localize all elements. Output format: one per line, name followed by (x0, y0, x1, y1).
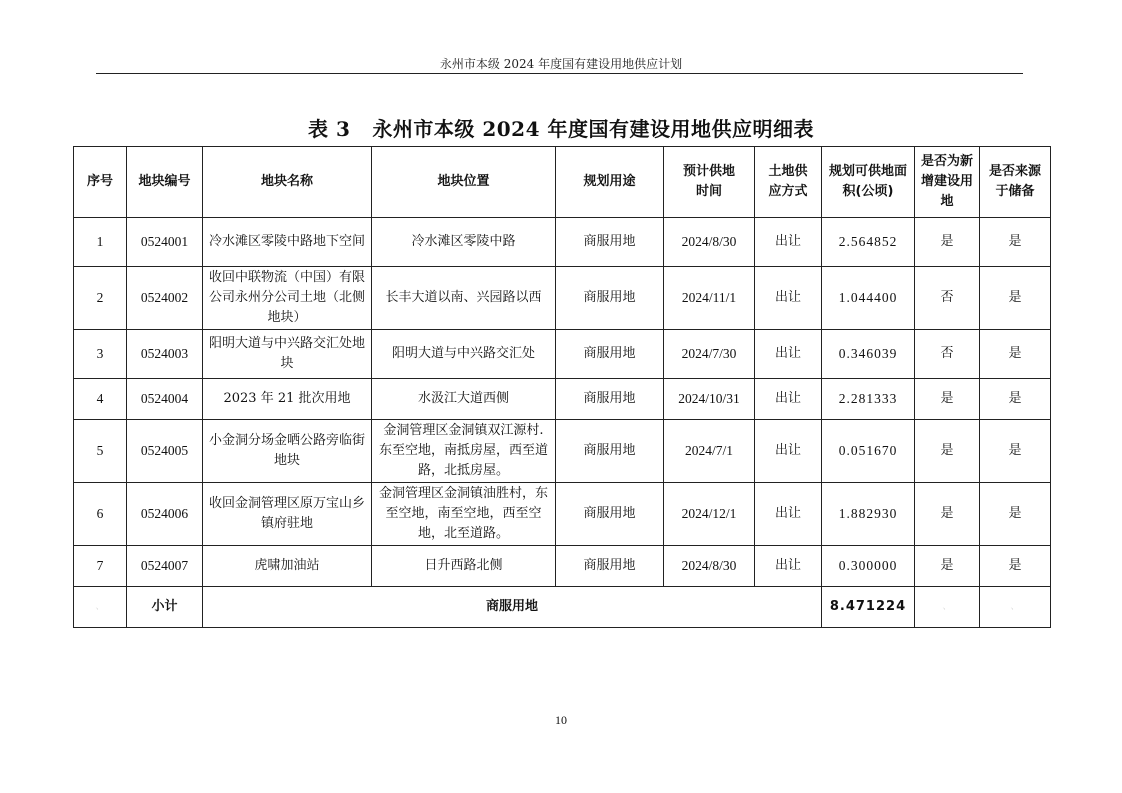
cell-location: 水汲江大道西侧 (372, 379, 556, 420)
table-row (74, 330, 1051, 379)
cell-location: 冷水滩区零陵中路 (372, 218, 556, 267)
subtotal-faint-mark: 、 (980, 587, 1051, 628)
cell-use: 商服用地 (556, 330, 664, 379)
cell-date: 2024/10/31 (664, 379, 755, 420)
cell-seq: 4 (74, 379, 127, 420)
cell-name: 收回中联物流（中国）有限公司永州分公司土地（北侧地块） (203, 267, 372, 330)
column-header: 规划用途 (556, 147, 664, 218)
cell-from-reserve: 是 (980, 483, 1051, 546)
cell-from-reserve: 是 (980, 218, 1051, 267)
cell-method: 出让 (755, 379, 822, 420)
table-row (74, 267, 1051, 330)
cell-use: 商服用地 (556, 420, 664, 483)
cell-seq: 5 (74, 420, 127, 483)
cell-seq: 6 (74, 483, 127, 546)
cell-seq: 2 (74, 267, 127, 330)
table-header (74, 147, 1051, 218)
cell-area: 0.051670 (822, 420, 915, 483)
subtotal-faint-mark: 、 (915, 587, 980, 628)
cell-area: 2.281333 (822, 379, 915, 420)
cell-method: 出让 (755, 330, 822, 379)
cell-use: 商服用地 (556, 379, 664, 420)
cell-name: 收回金洞管理区原万宝山乡镇府驻地 (203, 483, 372, 546)
cell-from-reserve: 是 (980, 379, 1051, 420)
cell-method: 出让 (755, 483, 822, 546)
cell-is-new: 是 (915, 218, 980, 267)
cell-name: 冷水滩区零陵中路地下空间 (203, 218, 372, 267)
cell-name: 阳明大道与中兴路交汇处地块 (203, 330, 372, 379)
cell-name: 小金洞分场金哂公路旁临街地块 (203, 420, 372, 483)
cell-location: 长丰大道以南、兴园路以西 (372, 267, 556, 330)
cell-code: 0524004 (127, 379, 203, 420)
cell-method: 出让 (755, 546, 822, 587)
cell-from-reserve: 是 (980, 330, 1051, 379)
cell-date: 2024/7/1 (664, 420, 755, 483)
cell-code: 0524005 (127, 420, 203, 483)
column-header: 预计供地时间 (664, 147, 755, 218)
cell-method: 出让 (755, 420, 822, 483)
cell-seq: 7 (74, 546, 127, 587)
cell-is-new: 是 (915, 420, 980, 483)
running-header: 永州市本级 2024 年度国有建设用地供应计划 (439, 57, 683, 71)
cell-code: 0524002 (127, 267, 203, 330)
cell-is-new: 否 (915, 330, 980, 379)
column-header: 地块位置 (372, 147, 556, 218)
table-title-text: 永州市本级 2024 年度国有建设用地供应明细表 (372, 117, 814, 141)
table-row (74, 483, 1051, 546)
cell-is-new: 否 (915, 267, 980, 330)
subtotal-area: 8.471224 (822, 587, 915, 628)
header-row (74, 147, 1051, 218)
column-header: 是否来源于储备 (980, 147, 1051, 218)
subtotal-use: 商服用地 (203, 587, 822, 628)
cell-area: 0.300000 (822, 546, 915, 587)
column-header: 规划可供地面积(公顷) (822, 147, 915, 218)
cell-area: 1.044400 (822, 267, 915, 330)
cell-date: 2024/8/30 (664, 218, 755, 267)
cell-use: 商服用地 (556, 218, 664, 267)
cell-area: 1.882930 (822, 483, 915, 546)
cell-date: 2024/12/1 (664, 483, 755, 546)
table-row (74, 379, 1051, 420)
table-row (74, 546, 1051, 587)
header-rule (96, 73, 1023, 74)
cell-is-new: 是 (915, 379, 980, 420)
cell-use: 商服用地 (556, 483, 664, 546)
table-row (74, 218, 1051, 267)
column-header: 序号 (74, 147, 127, 218)
cell-location: 金洞管理区金洞镇双江源村. 东至空地，南抵房屋，西至道路，北抵房屋。 (372, 420, 556, 483)
subtotal-label: 小计 (127, 587, 203, 628)
cell-code: 0524006 (127, 483, 203, 546)
cell-method: 出让 (755, 267, 822, 330)
page-number: 10 (555, 713, 567, 727)
cell-name: 2023 年 21 批次用地 (203, 379, 372, 420)
cell-location: 日升西路北侧 (372, 546, 556, 587)
cell-seq: 1 (74, 218, 127, 267)
cell-code: 0524007 (127, 546, 203, 587)
cell-location: 金洞管理区金洞镇油胜村，东至空地，南至空地，西至空地，北至道路。 (372, 483, 556, 546)
table-title (0, 113, 1122, 142)
cell-date: 2024/11/1 (664, 267, 755, 330)
table-row (74, 420, 1051, 483)
cell-method: 出让 (755, 218, 822, 267)
land-supply-table (73, 146, 1051, 628)
cell-is-new: 是 (915, 483, 980, 546)
cell-area: 0.346039 (822, 330, 915, 379)
cell-use: 商服用地 (556, 546, 664, 587)
column-header: 地块编号 (127, 147, 203, 218)
cell-name: 虎啸加油站 (203, 546, 372, 587)
cell-from-reserve: 是 (980, 267, 1051, 330)
cell-date: 2024/7/30 (664, 330, 755, 379)
cell-use: 商服用地 (556, 267, 664, 330)
cell-from-reserve: 是 (980, 420, 1051, 483)
cell-seq: 3 (74, 330, 127, 379)
cell-from-reserve: 是 (980, 546, 1051, 587)
cell-code: 0524003 (127, 330, 203, 379)
cell-code: 0524001 (127, 218, 203, 267)
column-header: 土地供应方式 (755, 147, 822, 218)
table-label: 表 3 (308, 117, 351, 141)
cell-date: 2024/8/30 (664, 546, 755, 587)
cell-area: 2.564852 (822, 218, 915, 267)
table-body (74, 218, 1051, 628)
cell-is-new: 是 (915, 546, 980, 587)
subtotal-faint-mark: 、 (74, 587, 127, 628)
cell-location: 阳明大道与中兴路交汇处 (372, 330, 556, 379)
subtotal-row (74, 587, 1051, 628)
column-header: 是否为新增建设用地 (915, 147, 980, 218)
column-header: 地块名称 (203, 147, 372, 218)
